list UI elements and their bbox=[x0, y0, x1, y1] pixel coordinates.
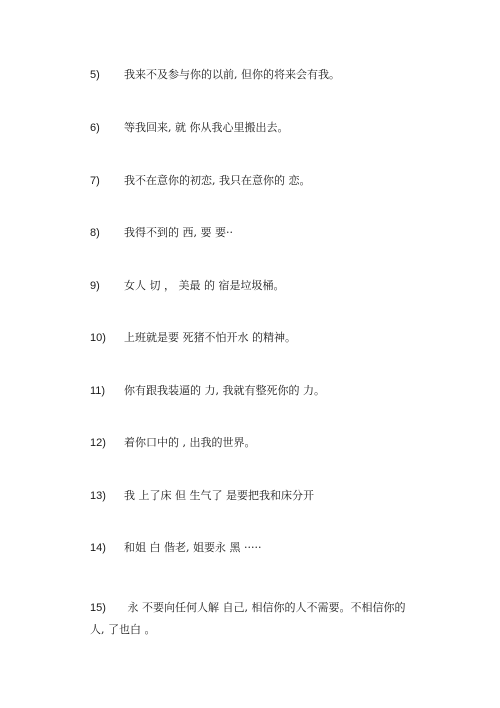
item-text: 你有跟我装逼的 力, 我就有整死你的 力。 bbox=[124, 384, 325, 397]
list-item bbox=[90, 487, 314, 505]
item-text: 等我回来, 就 你从我心里搬出去。 bbox=[124, 121, 289, 134]
item-number: 13) bbox=[90, 490, 106, 502]
item-text: 我来不及参与你的以前, 但你的将来会有我。 bbox=[124, 68, 340, 81]
item-number: 9) bbox=[90, 280, 100, 292]
item-text: 着你口中的 , 出我的世界。 bbox=[124, 436, 256, 449]
item-number: 11) bbox=[90, 385, 106, 397]
item-text: 女人 切 ， 美最 的 宿是垃圾桶。 bbox=[124, 279, 285, 292]
item-number: 6) bbox=[90, 122, 100, 134]
list-item bbox=[90, 434, 256, 452]
list-item bbox=[90, 224, 233, 242]
list-item bbox=[90, 277, 284, 295]
item-text: 我得不到的 西, 要 要·· bbox=[124, 226, 233, 239]
list-item bbox=[90, 66, 340, 84]
item-number: 10) bbox=[90, 332, 106, 344]
item-number: 8) bbox=[90, 227, 100, 239]
item-text: 我 上了床 但 生气了 是要把我和床分开 bbox=[124, 489, 314, 502]
list-item bbox=[90, 329, 296, 347]
item-text: 永 不要向任何人解 自己, 相信你的人不需要。不相信你的 bbox=[124, 601, 406, 614]
item-number: 12) bbox=[90, 437, 106, 449]
list-item bbox=[90, 382, 325, 400]
item-number: 5) bbox=[90, 69, 100, 81]
item-number: 7) bbox=[90, 175, 100, 187]
item-number: 15) bbox=[90, 602, 106, 614]
item-text: 我不在意你的初恋, 我只在意你的 恋。 bbox=[124, 174, 311, 187]
list-item bbox=[90, 172, 311, 190]
item-text-continuation: 人, 了也白 。 bbox=[90, 623, 156, 636]
list-item bbox=[90, 119, 289, 137]
list-item bbox=[90, 597, 420, 641]
item-number: 14) bbox=[90, 542, 106, 554]
item-text: 和姐 白 偕老, 姐要永 黑 ····· bbox=[124, 541, 262, 554]
item-text: 上班就是要 死猪不怕开水 的精神。 bbox=[124, 331, 296, 344]
list-item bbox=[90, 539, 261, 557]
